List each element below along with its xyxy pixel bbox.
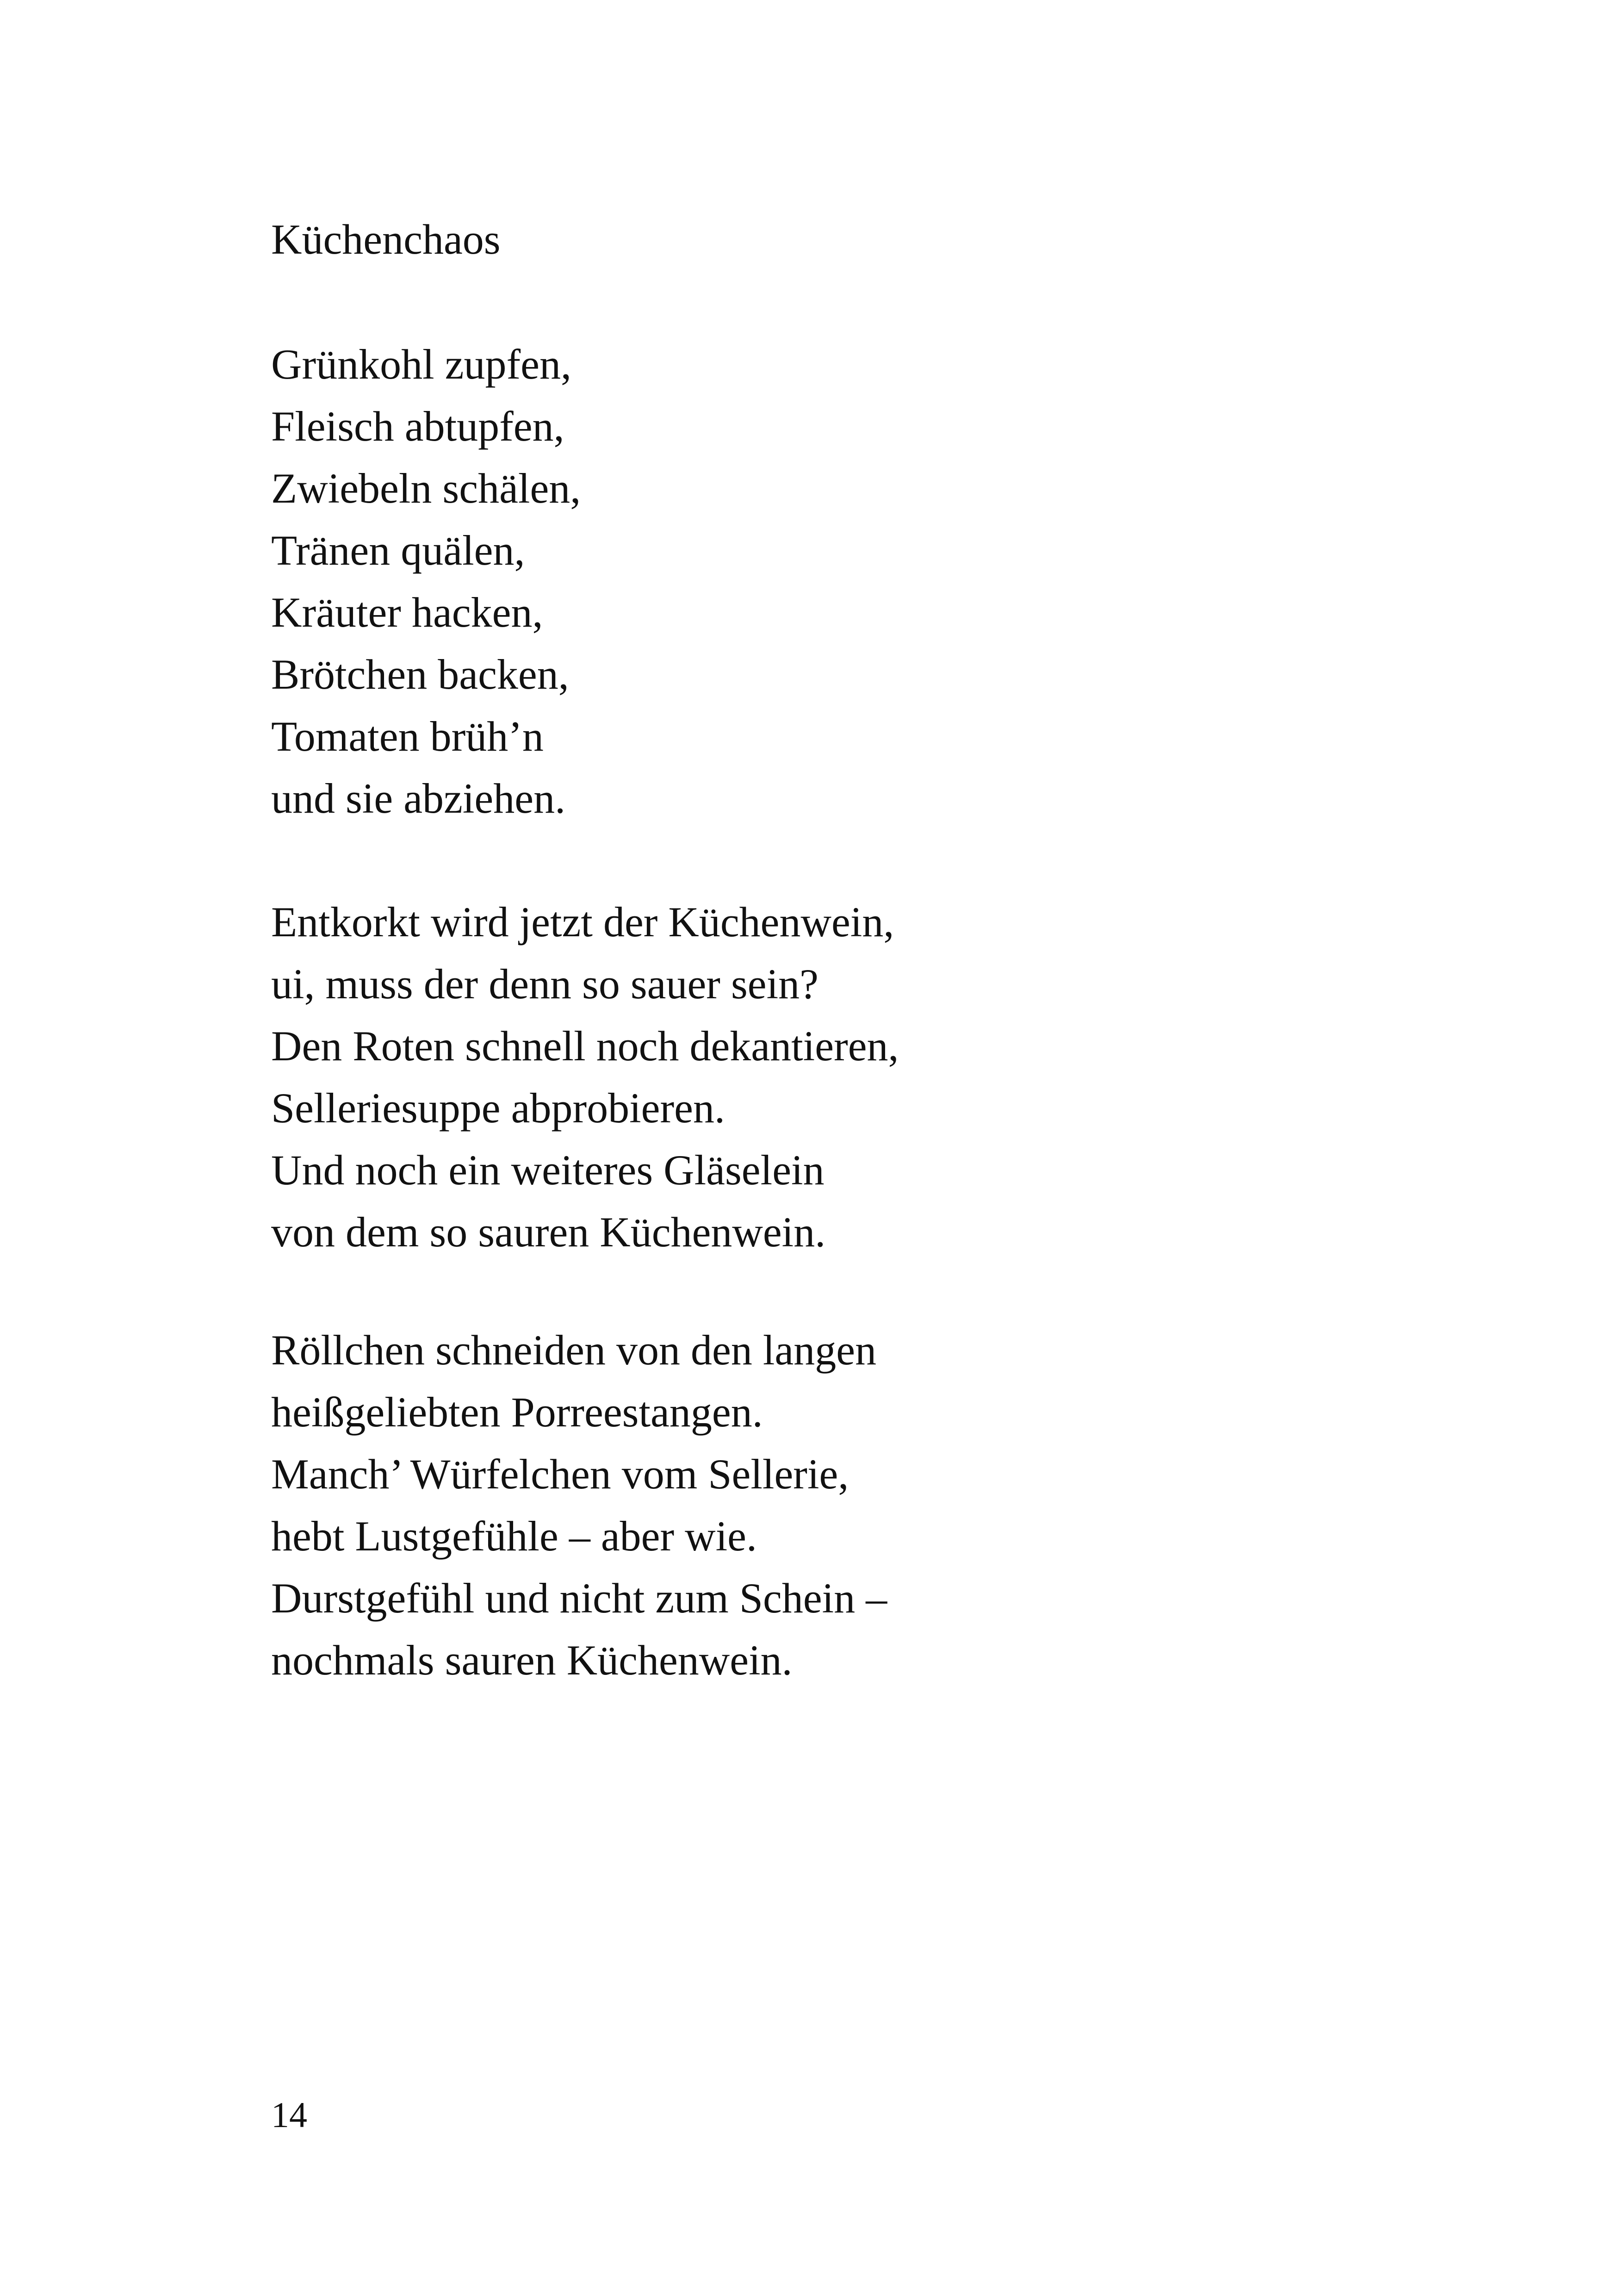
poem-line: Brötchen backen,: [271, 651, 569, 698]
poem-line: Manch’ Würfelchen vom Sellerie,: [271, 1450, 849, 1498]
page-number: 14: [271, 2095, 307, 2135]
stanza-2: [271, 891, 899, 1263]
poem-line: Durstgefühl und nicht zum Schein –: [271, 1574, 887, 1622]
stanza-3: [271, 1319, 887, 1691]
poem-line: Und noch ein weiteres Gläselein: [271, 1146, 824, 1194]
poem-line: hebt Lustgefühle – aber wie.: [271, 1512, 757, 1560]
poem-line: und sie abziehen.: [271, 775, 566, 822]
poem-line: Röllchen schneiden von den langen: [271, 1326, 877, 1374]
poem-line: Zwiebeln schälen,: [271, 465, 581, 512]
stanza-1: [271, 333, 581, 829]
poem-line: heißgeliebten Porreestangen.: [271, 1388, 763, 1436]
poem-line: Tomaten brüh’n: [271, 713, 544, 760]
poem-line: Entkorkt wird jetzt der Küchenwein,: [271, 898, 894, 946]
poem-line: Selleriesuppe abprobieren.: [271, 1084, 725, 1132]
poem-line: von dem so sauren Küchenwein.: [271, 1208, 826, 1256]
poem-line: Tränen quälen,: [271, 527, 525, 574]
poem-line: nochmals sauren Küchenwein.: [271, 1636, 793, 1684]
poem-line: Fleisch abtupfen,: [271, 403, 564, 450]
poem-line: Kräuter hacken,: [271, 589, 543, 636]
poem-title: Küchenchaos: [271, 216, 501, 263]
poem-line: Grünkohl zupfen,: [271, 341, 571, 388]
poem-line: Den Roten schnell noch dekantieren,: [271, 1022, 899, 1070]
poem-line: ui, muss der denn so sauer sein?: [271, 960, 818, 1008]
poem: [271, 208, 1474, 1684]
